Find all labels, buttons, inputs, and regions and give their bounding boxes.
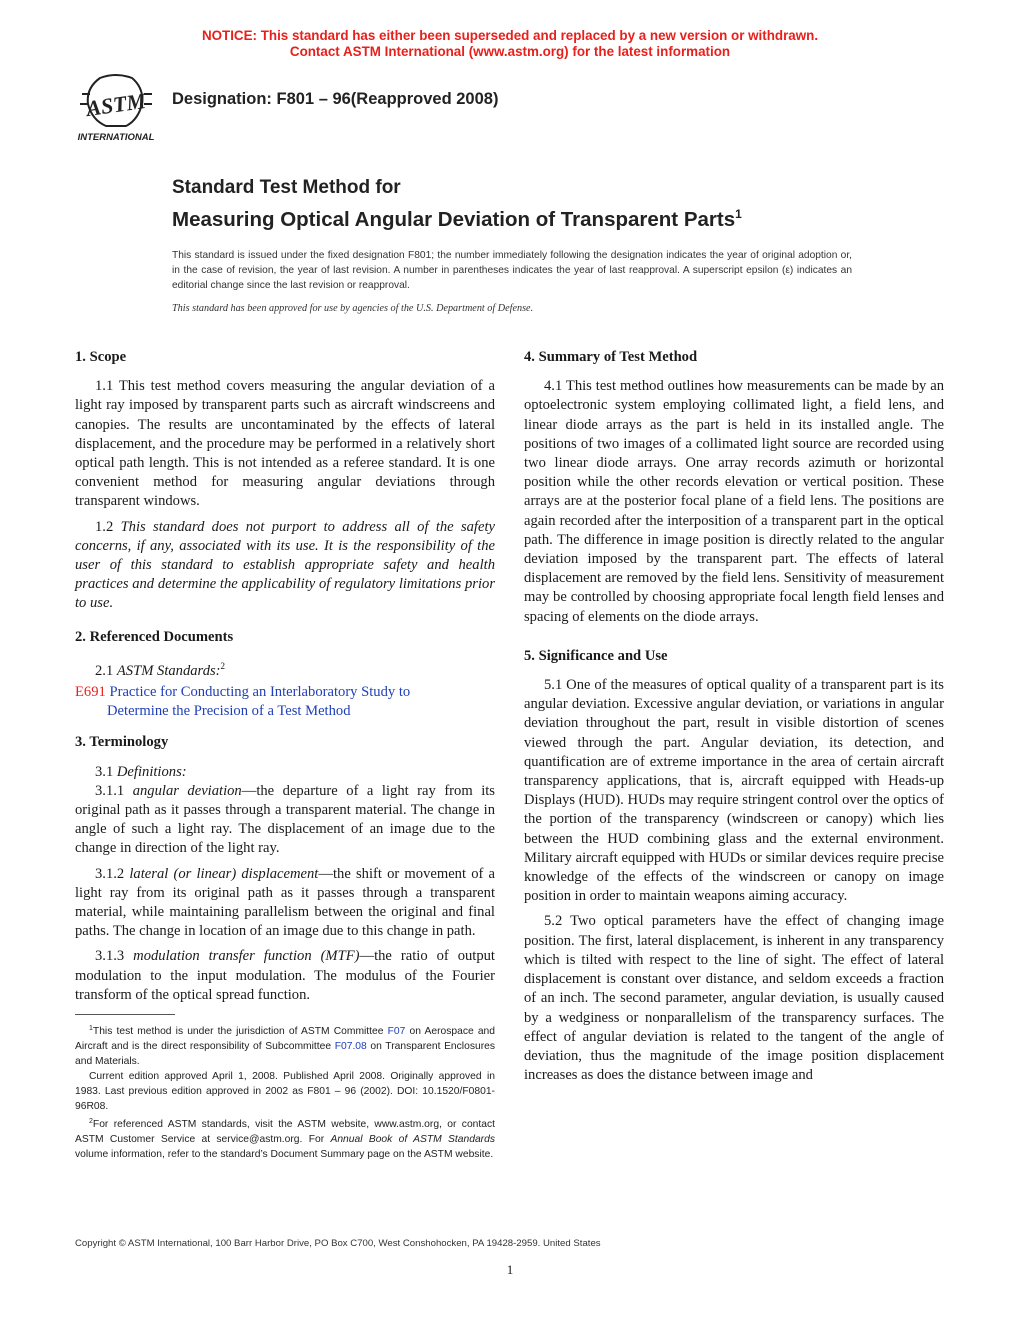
footnote-1-text-b: on Aerospace and Aircraft and is the direct responsibility of Subcommittee	[75, 1026, 496, 1052]
title-line-1: Standard Test Method for	[172, 177, 401, 198]
reference-code[interactable]: E691	[75, 684, 106, 701]
title-line-2: Measuring Optical Angular Deviation of Transparent Parts	[172, 208, 736, 231]
footnote-1-text-a: This test method is under the jurisdiction of ASTM Committee	[92, 1026, 388, 1037]
astm-standards-label: ASTM Standards:	[116, 662, 221, 679]
footnote-1	[75, 1021, 495, 1069]
reference-e691[interactable]	[75, 683, 495, 721]
approved-note: This standard has been approved for use by agencies of the U.S. Department of Defense.	[172, 303, 534, 314]
paragraph-2-1-number: 2.1	[95, 662, 117, 679]
paragraph-3-1	[75, 763, 495, 782]
subcommittee-f07-08-link[interactable]: F07.08	[334, 1041, 367, 1052]
definition-3-1-1-term: angular deviation	[132, 782, 242, 799]
definition-3-1-3-number: 3.1.3	[95, 948, 134, 965]
section-heading-summary: 4. Summary of Test Method	[524, 349, 698, 365]
paragraph-1-2-text: This standard does not purport to address all of the safety concerns, if any, associated with its use. It is the responsibility of the user of this standard to establish appropriate safety and health practices and determine the applicability of regulatory limitations prior to use.	[75, 518, 495, 612]
paragraph-3-1-number: 3.1	[95, 763, 117, 780]
footnote-divider	[75, 1014, 175, 1015]
section-heading-references: 2. Referenced Documents	[75, 628, 234, 645]
logo-text: ASTM	[84, 87, 148, 122]
reference-title[interactable]: Practice for Conducting an Interlaboratory Study to	[109, 684, 411, 701]
copyright: Copyright © ASTM International, 100 Barr Harbor Drive, PO Box C700, West Conshohocken, PA 19428-2959. United States	[75, 1238, 601, 1249]
notice-line-1: NOTICE: This standard has either been superseded and replaced by a new version or withdrawn.	[201, 28, 819, 43]
footnote-ref-2[interactable]: 2	[220, 660, 226, 671]
footnote-2-text-a: For referenced ASTM standards, visit the ASTM website, www.astm.org, or contact ASTM Customer Service at service@astm.org. For	[75, 1119, 495, 1145]
right-column	[524, 348, 944, 1091]
notice-line-2: Contact ASTM International (www.astm.org) for the latest information	[289, 44, 731, 59]
committee-f07-link[interactable]: F07	[387, 1026, 406, 1037]
logo-subtext: INTERNATIONAL	[77, 132, 155, 143]
section-heading-terminology: 3. Terminology	[75, 734, 169, 751]
document-title	[172, 176, 742, 234]
definition-3-1-1-number: 3.1.1	[95, 782, 133, 799]
definitions-label: Definitions:	[116, 763, 187, 780]
definition-3-1-2	[75, 865, 495, 942]
issued-note: This standard is issued under the fixed designation F801; the number immediately following the designation indicates the year of original adoption or, in the case of revision, the year of last revision. A number in parentheses indicates the year of last reapproval. A superscript epsilon (ε) indicates an editorial change since the last revision or reapproval.	[172, 250, 852, 291]
footnote-2	[75, 1114, 495, 1162]
definition-3-1-2-number: 3.1.2	[95, 865, 130, 882]
astm-logo-icon	[70, 74, 162, 146]
paragraph-1-1: 1.1 This test method covers measuring the angular deviation of a light ray imposed by transparent parts such as aircraft windscreens and canopies. The results are uncontaminated by the effects of lateral displacement, and the procedure may be performed in a relatively short optical path length. This is not intended as a referee standard. It is one convenient method for measuring angular deviations through transparent windows.	[75, 378, 495, 510]
paragraph-5-1: 5.1 One of the measures of optical quality of a transparent part is its angular deviation. Excessive angular deviation, or variations in angular deviation throughout the part, result in visible distortion of scenes viewed through the part. Angular deviation, its detection, and quantification are of extreme importance in the area of certain aircraft transparency applications, that is, aircraft equipped with Heads-up Displays (HUD). HUDs may require stringent control over the optics of the portion of the transparency (windscreen or canopy) which lies between the HUD combining glass and the external environment. Military aircraft equipped with HUDs or similar devices require precise knowledge of the effects of the windscreen or canopy on image position in order to maintain weapons aiming accuracy.	[524, 677, 944, 905]
withdrawal-notice	[0, 28, 1020, 60]
left-column	[75, 348, 495, 1011]
page-number: 1	[506, 1262, 514, 1277]
paragraph-1-2-number: 1.2	[95, 518, 121, 535]
paragraph-4-1: 4.1 This test method outlines how measurements can be made by an optoelectronic system employing collimated light, a field lens, and linear diode arrays as the part is held in its installed angle. The positions of two images of a collimated light source are recorded using two linear diode arrays. One array records azimuth or horizontal position while the other records elevation or vertical position. These arrays are at the posterior focal plane of a field lens. The positions are again recorded after the interposition of a transparent part in the optical path. The difference in image position is directly related to the angular deviation imposed by the transparent part. The effects of lateral displacement are removed by the field lens. Sensitivity of measurement may be controlled by choosing appropriate focal length field lenses and spacing of elements on the diode arrays.	[524, 378, 944, 625]
footnotes	[75, 1021, 495, 1162]
definition-3-1-3	[75, 947, 495, 1005]
definition-3-1-3-term: modulation transfer function (MTF)	[133, 948, 360, 965]
definition-3-1-2-text: —the shift or movement of a light ray from its original path as it passes through a transparent material, while maintaining parallelism between the original and final paths. The change in location of an image due to this change in path.	[75, 865, 496, 940]
section-heading-scope: 1. Scope	[75, 349, 127, 365]
reference-title-cont[interactable]: Determine the Precision of a Test Method	[107, 703, 351, 720]
section-heading-significance: 5. Significance and Use	[524, 647, 668, 664]
footnote-2-marker: 2	[89, 1118, 93, 1125]
footnote-1-marker: 1	[89, 1025, 93, 1032]
footnote-1-text-c: on Transparent Enclosures and Materials.	[75, 1041, 496, 1067]
title-footnote-ref[interactable]: 1	[735, 207, 742, 221]
paragraph-2-1	[75, 657, 495, 681]
footnote-2-italic: Annual Book of ASTM Standards	[330, 1134, 495, 1145]
paragraph-1-2	[75, 518, 495, 614]
footnote-1-edition: Current edition approved April 1, 2008. Published April 2008. Originally approved in 1983. Last previous edition approved in 2002 as F801 – 96 (2002). DOI: 10.1520/F0801-96R08.	[75, 1071, 495, 1112]
designation: Designation: F801 – 96(Reapproved 2008)	[172, 90, 499, 108]
definition-3-1-2-term: lateral (or linear) displacement	[129, 865, 319, 882]
paragraph-5-2: 5.2 Two optical parameters have the effect of changing image position. The first, lateral displacement, is inherent in any transparency which is tilted with respect to the line of sight. The effect of lateral displacement is constant over distance, and seldom exceeds a fraction of an inch. The second parameter, angular deviation, is usually caused by a wedginess or nonparallelism of the transparency surfaces. The effect of angular deviation is related to the tangent of the angle of deviation, thus the magnitude of the image position displacement increases as does the distance between image and	[524, 913, 944, 1084]
definition-3-1-3-text: —the ratio of output modulation to the input modulation. The modulus of the Fourier transform of the optical spread function.	[75, 948, 495, 1003]
footnote-2-text-b: volume information, refer to the standard’s Document Summary page on the ASTM website.	[75, 1149, 494, 1160]
definition-3-1-1	[75, 782, 495, 859]
definition-3-1-1-text: —the departure of a light ray from its original path as it passes through a transparent material. The change in angle of such a light ray. The displacement of an image due to the change in direction of the light ray.	[75, 782, 495, 857]
